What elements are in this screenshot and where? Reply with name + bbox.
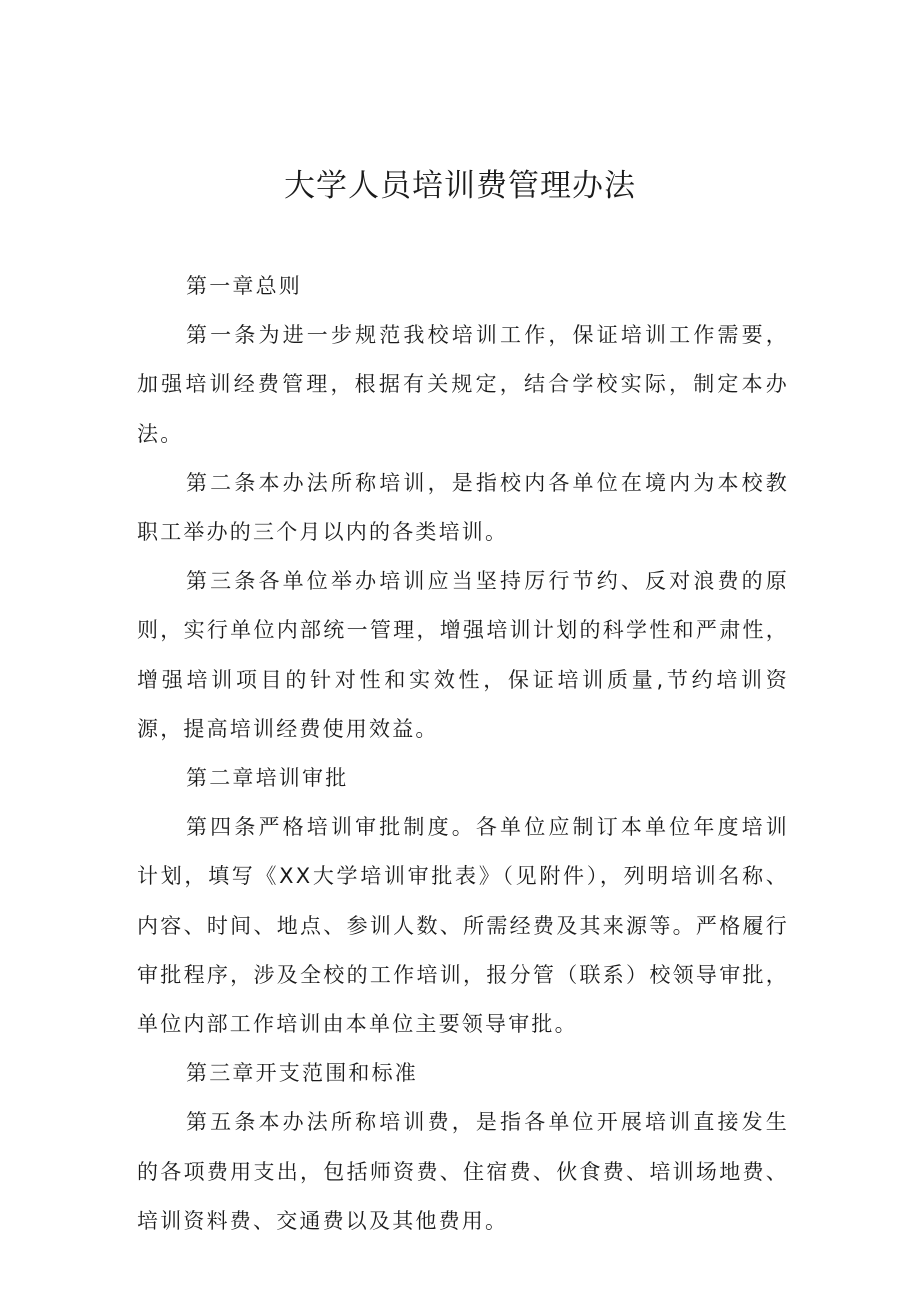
chapter-heading: 第一章总则: [186, 274, 302, 298]
article-paragraph: 第五条本办法所称培训费，是指各单位开展培训直接发生的各项费用支出，包括师资费、住宿费、伙食费、培训场地费、培训资料费、交通费以及其他费用。: [137, 1110, 789, 1233]
article-paragraph: 第三条各单位举办培训应当坚持厉行节约、反对浪费的原则，实行单位内部统一管理，增强培训计划的科学性和严肃性，增强培训项目的针对性和实效性，保证培训质量,节约培训资源，提高培训经费使用效益。: [137, 569, 789, 741]
document-title: 大学人员培训费管理办法: [284, 168, 636, 204]
chapter-heading: 第三章开支范围和标准: [186, 1061, 418, 1086]
article-paragraph: 第四条严格培训审批制度。各单位应制订本单位年度培训计划，填写《XX大学培训审批表》（见附件），列明培训名称、内容、时间、地点、参训人数、所需经费及其来源等。严格履行审批程序，涉及全校的工作培训，报分管（联系）校领导审批，单位内部工作培训由本单位主要领导审批。: [137, 815, 789, 1037]
chapter-heading: 第二章培训审批: [186, 766, 349, 791]
document-body: [137, 262, 789, 1246]
article-paragraph: 第一条为进一步规范我校培训工作，保证培训工作需要，加强培训经费管理，根据有关规定，结合学校实际，制定本办法。: [137, 323, 789, 446]
article-paragraph: 第二条本办法所称培训，是指校内各单位在境内为本校教职工举办的三个月以内的各类培训。: [137, 470, 789, 545]
